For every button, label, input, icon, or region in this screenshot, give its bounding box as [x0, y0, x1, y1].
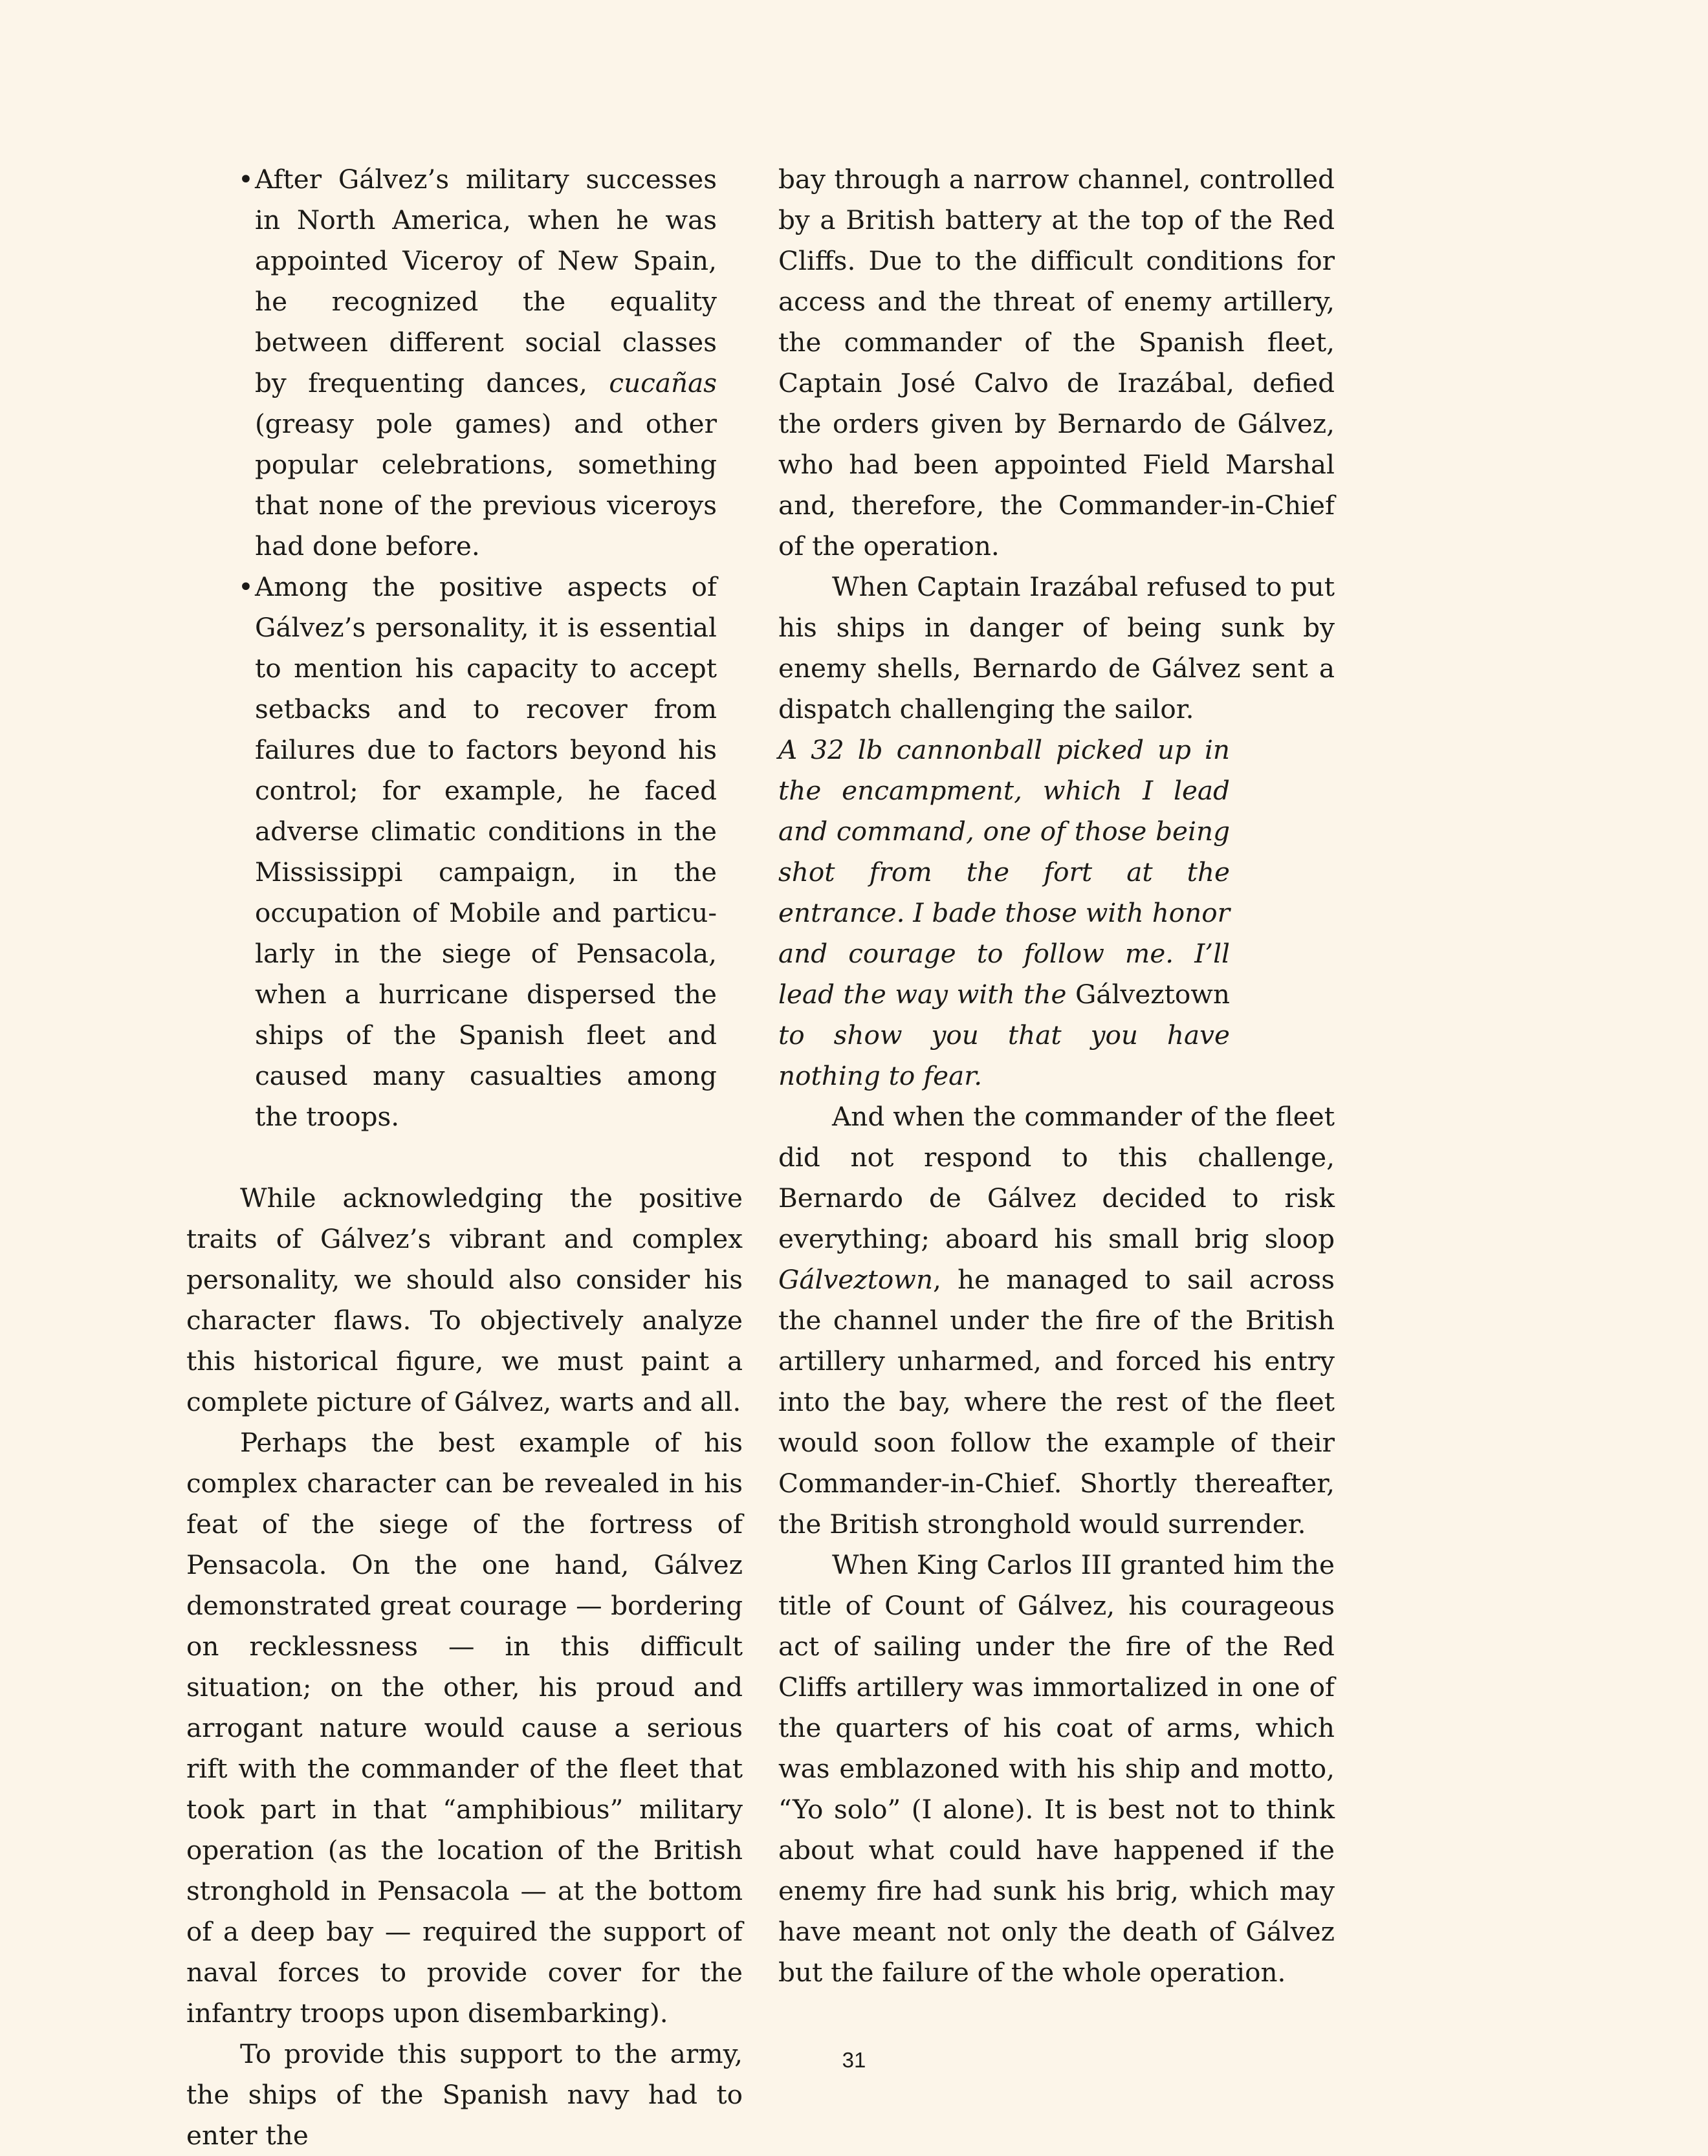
bullet-italic-term: cucañas: [609, 367, 717, 398]
quote-text: A 32 lb cannonball picked up in the encampment, which I lead and command, one of those being shot from the fort at the entrance. I bade those with honor and courage to follow me. I’ll lead the way with the: [778, 734, 1230, 1010]
bullet-item: [238, 567, 717, 1137]
bullet-item: [238, 159, 717, 567]
quote-text-end: to show you that you have nothing to fear.: [778, 1019, 1230, 1091]
quote-ship-name: Gálveztown: [1075, 979, 1230, 1010]
body-paragraph: [778, 1096, 1335, 1545]
left-column: [186, 159, 743, 2156]
body-paragraph: To provide this support to the army, the ships of the Spanish navy had to enter the: [186, 2038, 743, 2151]
bullet-text: Among the positive aspects of Gálvez’s personality, it is essential to mention his capacity to accept setbacks and to recover from failures due to factors beyond his control; for example, he faced adverse climatic conditions in the Mississippi campaign, in the occupation of Mobile and particularly in the siege of Pensacola, when a hurricane dispersed the ships of the Spanish fleet and caused many casualties among the troops.: [255, 571, 717, 1132]
body-paragraph: When Captain Irazábal refused to put his ships in danger of being sunk by enemy shells, Bernardo de Gálvez sent a dispatch challenging the sailor.: [778, 571, 1335, 724]
bullet-text-suffix: (greasy pole games) and other popular celebrations, something that none of the previous viceroys had done before.: [255, 408, 717, 561]
paragraph-text-end: , he managed to sail across the channel under the fire of the British artillery unharmed, and forced his entry into the bay, where the rest of the fleet would soon follow the example of their Commander-in-Chief. Shortly thereafter, the British stronghold would surrender.: [778, 1264, 1335, 1540]
page-number: 31: [842, 2048, 866, 2072]
body-paragraph: bay through a narrow channel, controlled by a British battery at the top of the Red Cliffs. Due to the difficult conditions for access and the threat of enemy artillery, the commander of the Spanish fleet, Captain José Calvo de Irazábal, defied the orders given by Bernardo de Gálvez, who had been appointed Field Marshal and, therefore, the Commander-in-Chief of the operation.: [778, 164, 1335, 561]
bullet-icon: •: [238, 571, 254, 602]
bullet-icon: •: [238, 164, 254, 195]
right-column: [778, 159, 1335, 1993]
block-quote: [778, 730, 1230, 1096]
body-paragraph: While acknowledging the positive traits of Gálvez’s vibrant and complex personality, we should also consider his character flaws. To objectively analyze this historical figure, we must paint a complete picture of Gálvez, warts and all.: [186, 1182, 743, 1417]
paragraph-text: And when the commander of the fleet did not respond to this challenge, Bernardo de Gálvez decided to risk everything; aboard his small brig sloop: [778, 1101, 1335, 1254]
body-paragraph: Perhaps the best example of his complex character can be revealed in his feat of the siege of the fortress of Pensacola. On the one hand, Gálvez demonstrated great courage — bordering on recklessness — in this difficult situation; on the other, his proud and arrogant nature would cause a serious rift with the commander of the fleet that took part in that “amphibious” military operation (as the location of the British stronghold in Pensacola — at the bottom of a deep bay — required the support of naval forces to provide cover for the infantry troops upon disembarking).: [186, 1427, 743, 2029]
ship-name: Gálveztown: [778, 1264, 934, 1295]
bullet-list: [186, 159, 717, 1137]
bullet-text-prefix: After Gálvez’s military successes in North America, when he was appointed Viceroy of New Spain, he recognized the equality between different social classes by frequenting dances,: [255, 164, 717, 398]
body-paragraph: When King Carlos III granted him the title of Count of Gálvez, his courageous act of sailing under the fire of the Red Cliffs artillery was immortalized in one of the quarters of his coat of arms, which was emblazoned with his ship and motto, “Yo solo” (I alone). It is best not to think about what could have happened if the enemy fire had sunk his brig, which may have meant not only the death of Gálvez but the failure of the whole operation.: [778, 1549, 1335, 1988]
